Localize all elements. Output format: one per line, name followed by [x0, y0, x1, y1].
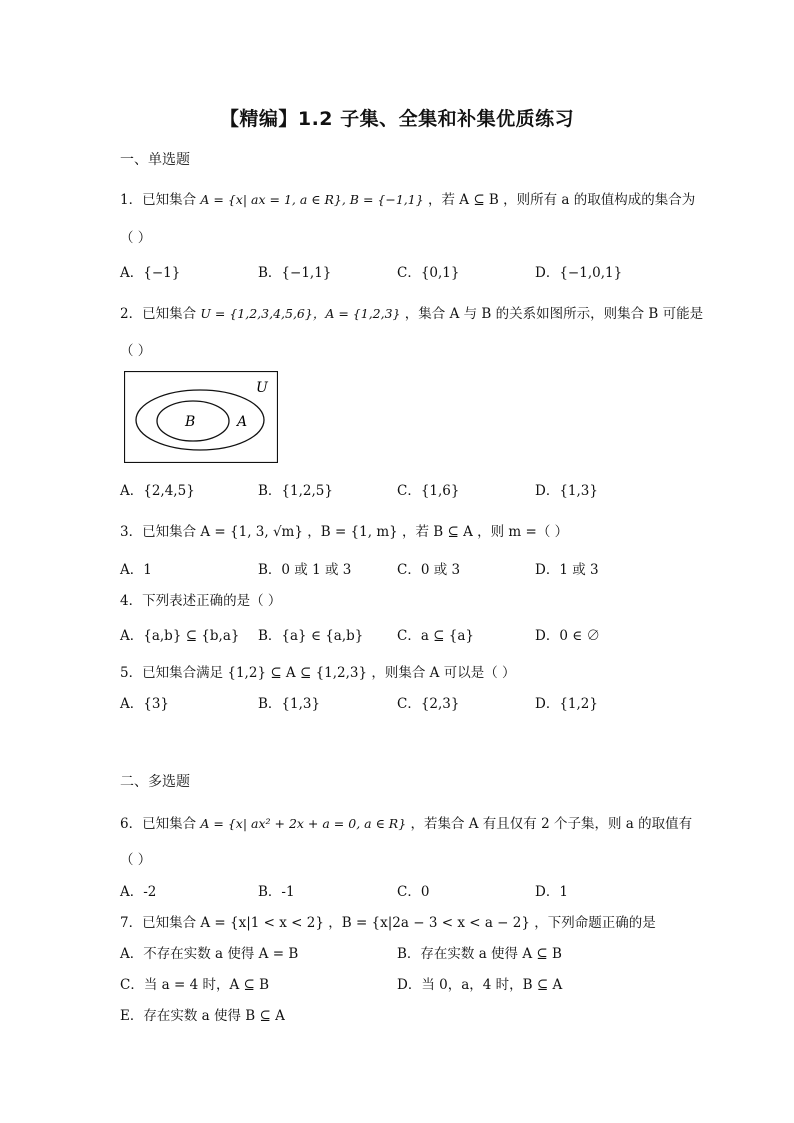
question-1-suffix: ，若 A ⊆ B ，则所有 a 的取值构成的集合为 [427, 192, 696, 208]
question-1-math: A = {x| ax = 1, a ∈ R}, B = {−1,1} [200, 192, 424, 207]
question-2-option-c[interactable]: C．{1,6} [397, 483, 460, 499]
question-3-option-d[interactable]: D．1 或 3 [535, 562, 599, 578]
venn-label-u: U [256, 380, 268, 396]
section-heading-multiple-choice: 二、多选题 [120, 774, 190, 790]
question-6-stem [120, 815, 692, 833]
page-title: 【精编】1.2 子集、全集和补集优质练习 [219, 108, 575, 130]
question-1-option-c[interactable]: C．{0,1} [397, 265, 460, 281]
question-4-stem: 4．下列表述正确的是（ ） [120, 593, 282, 609]
question-3-stem: 3．已知集合 A = {1, 3, √m} ，B = {1, m} ，若 B ⊆ A ，则 m =（ ） [120, 524, 569, 540]
question-1-paren: （ ） [120, 230, 152, 246]
question-1-option-a[interactable]: A．{−1} [120, 265, 181, 281]
question-6-option-c[interactable]: C．0 [397, 884, 430, 900]
question-1-option-d[interactable]: D．{−1,0,1} [535, 265, 623, 281]
section-heading-single-choice: 一、单选题 [120, 152, 190, 168]
question-7-stem: 7．已知集合 A = {x|1 < x < 2} ，B = {x|2a − 3 < x < a − 2} ，下列命题正确的是 [120, 915, 656, 931]
question-5-option-b[interactable]: B．{1,3} [258, 696, 321, 712]
question-4-option-a[interactable]: A．{a,b} ⊆ {b,a} [120, 628, 240, 644]
question-7-option-a[interactable]: A．不存在实数 a 使得 A = B [120, 946, 299, 962]
question-5-stem: 5．已知集合满足 {1,2} ⊆ A ⊆ {1,2,3} ，则集合 A 可以是（ ） [120, 665, 516, 681]
question-6-paren: （ ） [120, 852, 152, 868]
question-6-option-b[interactable]: B．-1 [258, 884, 295, 900]
question-3-option-a[interactable]: A．1 [120, 562, 152, 578]
question-4-option-b[interactable]: B．{a} ∈ {a,b} [258, 628, 364, 644]
question-5-option-c[interactable]: C．{2,3} [397, 696, 460, 712]
question-4-option-d[interactable]: D．0 ∈ ∅ [535, 628, 600, 644]
question-6-prefix: 6．已知集合 [120, 816, 197, 832]
question-6-suffix: ，若集合 A 有且仅有 2 个子集，则 a 的取值有 [410, 816, 693, 832]
question-2-option-a[interactable]: A．{2,4,5} [120, 483, 195, 499]
question-7-option-e[interactable]: E．存在实数 a 使得 B ⊆ A [120, 1008, 285, 1024]
venn-universal-rect [125, 372, 278, 463]
question-7-option-d[interactable]: D．当 0，a，4 时，B ⊆ A [397, 977, 563, 993]
question-1-option-b[interactable]: B．{−1,1} [258, 265, 332, 281]
question-5-option-a[interactable]: A．{3} [120, 696, 170, 712]
question-2-math: U = {1,2,3,4,5,6}，A = {1,2,3} [200, 306, 401, 321]
question-2-suffix: ，集合 A 与 B 的关系如图所示，则集合 B 可能是 [404, 306, 704, 322]
question-6-math: A = {x| ax² + 2x + a = 0, a ∈ R} [200, 816, 407, 831]
question-3-option-b[interactable]: B．0 或 1 或 3 [258, 562, 352, 578]
question-5-option-d[interactable]: D．{1,2} [535, 696, 598, 712]
question-2-option-d[interactable]: D．{1,3} [535, 483, 598, 499]
question-2-paren: （ ） [120, 343, 152, 359]
question-3-option-c[interactable]: C．0 或 3 [397, 562, 461, 578]
question-7-option-c[interactable]: C．当 a = 4 时，A ⊆ B [120, 977, 270, 993]
question-1-prefix: 1．已知集合 [120, 192, 197, 208]
question-2-option-b[interactable]: B．{1,2,5} [258, 483, 333, 499]
question-6-option-d[interactable]: D．1 [535, 884, 568, 900]
question-4-option-c[interactable]: C．a ⊆ {a} [397, 628, 474, 644]
question-2-stem [120, 305, 703, 323]
question-7-option-b[interactable]: B．存在实数 a 使得 A ⊆ B [397, 946, 562, 962]
venn-label-b: B [185, 414, 196, 430]
question-2-prefix: 2．已知集合 [120, 306, 197, 322]
question-1-stem [120, 191, 695, 209]
venn-diagram [124, 371, 278, 463]
question-6-option-a[interactable]: A．-2 [120, 884, 157, 900]
venn-label-a: A [237, 414, 248, 430]
